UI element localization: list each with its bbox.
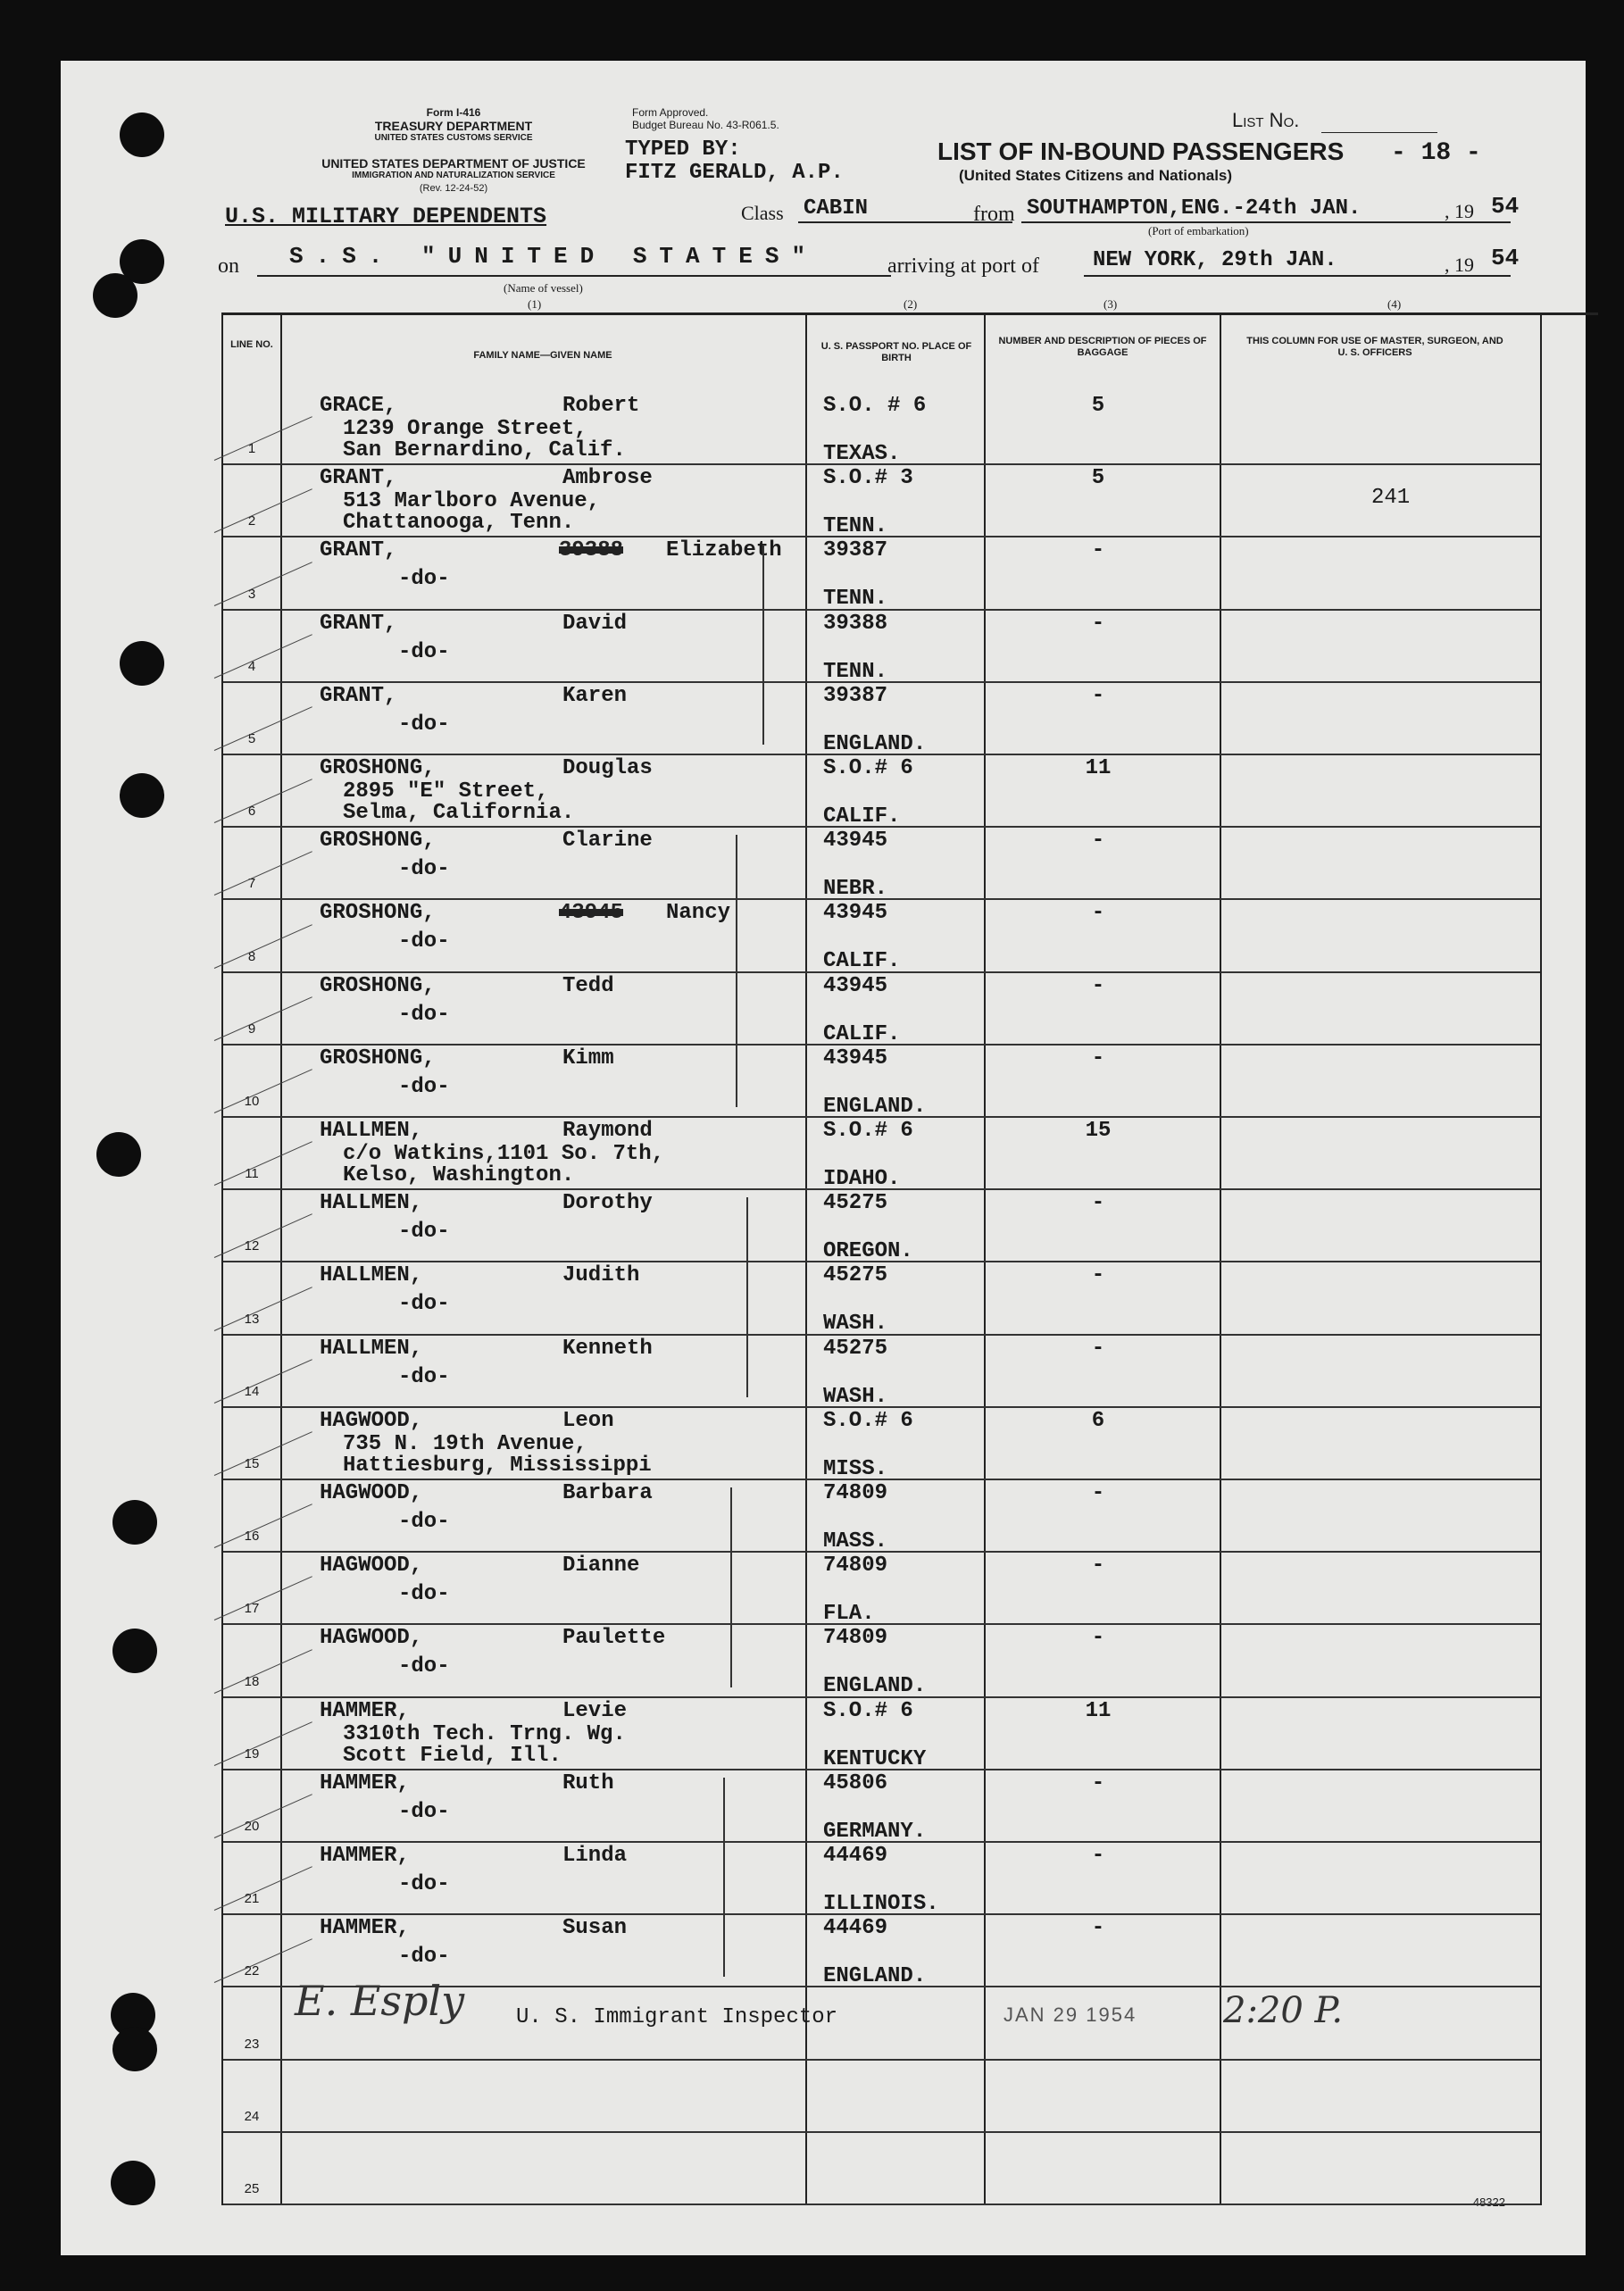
family-bracket bbox=[762, 545, 764, 745]
family-name: GRANT, bbox=[320, 466, 397, 491]
baggage-count: 5 bbox=[1091, 466, 1105, 491]
line-number: 15 bbox=[244, 1455, 260, 1471]
date-stamp: JAN 29 1954 bbox=[1004, 2004, 1137, 2026]
given-name: Susan bbox=[562, 1916, 628, 1941]
place-of-birth: MISS. bbox=[823, 1456, 888, 1481]
baggage-count: - bbox=[1091, 1554, 1105, 1579]
passport-number: S.O.# 6 bbox=[823, 1119, 913, 1143]
ditto-mark: -do- bbox=[398, 1292, 450, 1317]
place-of-birth: ENGLAND. bbox=[823, 731, 927, 756]
struck-out-number: 43945 bbox=[559, 901, 624, 926]
given-name: Karen bbox=[562, 683, 628, 708]
address-line: Scott Field, Ill. bbox=[343, 1743, 562, 1768]
line-number: 7 bbox=[247, 876, 256, 892]
officer-note: 241 bbox=[1371, 486, 1411, 511]
passport-number: 45275 bbox=[823, 1336, 888, 1361]
passport-number: 39387 bbox=[823, 538, 888, 563]
family-name: HAGWOOD, bbox=[320, 1481, 423, 1505]
given-name: Ambrose bbox=[562, 466, 653, 491]
baggage-count: - bbox=[1091, 901, 1105, 926]
family-name: HAGWOOD, bbox=[320, 1554, 423, 1579]
ditto-mark: -do- bbox=[398, 929, 450, 954]
budget-bureau: Budget Bureau No. 43-R061.5. bbox=[632, 119, 779, 131]
family-name: HAMMER, bbox=[320, 1844, 410, 1868]
given-name: Robert bbox=[562, 394, 640, 418]
col-marker-1: (1) bbox=[528, 297, 542, 311]
line-number: 2 bbox=[247, 513, 256, 529]
given-name: Barbara bbox=[562, 1481, 653, 1505]
place-of-birth: NEBR. bbox=[823, 877, 888, 902]
ditto-mark: -do- bbox=[398, 1002, 450, 1027]
address-line: Selma, California. bbox=[343, 801, 575, 825]
line-number: 1 bbox=[247, 441, 256, 457]
baggage-count: - bbox=[1091, 973, 1105, 998]
passport-number: 74809 bbox=[823, 1554, 888, 1579]
ditto-mark: -do- bbox=[398, 1074, 450, 1099]
from-year-prefix: , 19 bbox=[1445, 200, 1474, 222]
family-name: GROSHONG, bbox=[320, 1046, 436, 1071]
given-name: Ruth bbox=[562, 1770, 614, 1795]
class-label: Class bbox=[741, 202, 784, 224]
given-name: Raymond bbox=[562, 1119, 653, 1143]
embarkation-port: SOUTHAMPTON,ENG.-24th JAN. bbox=[1027, 196, 1362, 221]
address-line: 2895 "E" Street, bbox=[343, 779, 549, 804]
justice-dept: UNITED STATES DEPARTMENT OF JUSTICE bbox=[321, 156, 586, 171]
baggage-count: - bbox=[1091, 1626, 1105, 1651]
line-number: 9 bbox=[247, 1021, 256, 1037]
address-line: Kelso, Washington. bbox=[343, 1163, 575, 1187]
address-line: 3310th Tech. Trng. Wg. bbox=[343, 1721, 626, 1746]
line-number: 25 bbox=[244, 2180, 260, 2196]
punch-hole bbox=[120, 641, 164, 686]
place-of-birth: WASH. bbox=[823, 1312, 888, 1337]
punch-hole bbox=[120, 773, 164, 818]
punch-hole bbox=[96, 1132, 141, 1177]
family-bracket bbox=[723, 1778, 725, 1978]
from-year: 54 bbox=[1491, 193, 1520, 220]
line-number: 22 bbox=[244, 1963, 260, 1979]
line-number: 18 bbox=[244, 1673, 260, 1689]
passport-number: 43945 bbox=[823, 973, 888, 998]
place-of-birth: TENN. bbox=[823, 514, 888, 539]
passport-number: 74809 bbox=[823, 1626, 888, 1651]
ditto-mark: -do- bbox=[398, 1510, 450, 1534]
place-of-birth: KENTUCKY bbox=[823, 1746, 927, 1771]
line-number: 11 bbox=[245, 1166, 259, 1182]
passport-number: 44469 bbox=[823, 1916, 888, 1941]
passport-number: 39388 bbox=[823, 611, 888, 636]
line-number: 5 bbox=[247, 730, 256, 746]
treasury-dept: TREASURY DEPARTMENT bbox=[374, 119, 533, 133]
given-name: Dorothy bbox=[562, 1191, 653, 1216]
table-row bbox=[223, 1551, 1540, 1627]
passport-number: 43945 bbox=[823, 901, 888, 926]
table-row bbox=[223, 1188, 1540, 1264]
given-name: Paulette bbox=[562, 1626, 666, 1651]
passport-number: 39387 bbox=[823, 683, 888, 708]
table-row bbox=[223, 1913, 1540, 1989]
table-row bbox=[223, 609, 1540, 684]
table-row bbox=[223, 1261, 1540, 1337]
passport-number: S.O.# 6 bbox=[823, 1698, 913, 1723]
baggage-count: - bbox=[1091, 1263, 1105, 1288]
list-subtitle: (United States Citizens and Nationals) bbox=[959, 167, 1233, 184]
arriving-label: arriving at port of bbox=[887, 254, 1039, 278]
table-row bbox=[223, 754, 1540, 829]
address-line: Chattanooga, Tenn. bbox=[343, 511, 575, 536]
given-name: Kimm bbox=[562, 1046, 614, 1071]
vessel-caption: (Name of vessel) bbox=[504, 281, 583, 295]
place-of-birth: ENGLAND. bbox=[823, 1674, 927, 1699]
table-row bbox=[223, 1479, 1540, 1554]
table-row bbox=[223, 971, 1540, 1044]
given-name: Judith bbox=[562, 1263, 640, 1288]
line-number: 21 bbox=[244, 1891, 260, 1907]
place-of-birth: WASH. bbox=[823, 1384, 888, 1409]
family-name: HALLMEN, bbox=[320, 1191, 423, 1216]
baggage-count: - bbox=[1091, 1916, 1105, 1941]
family-name: GRANT, bbox=[320, 538, 397, 563]
passport-number: 45275 bbox=[823, 1263, 888, 1288]
baggage-count: 11 bbox=[1085, 756, 1112, 780]
ditto-mark: -do- bbox=[398, 1872, 450, 1896]
baggage-count: - bbox=[1091, 1191, 1105, 1216]
time-note: 2:20 P. bbox=[1223, 1990, 1344, 2031]
table-row bbox=[223, 536, 1540, 612]
typed-by-label: TYPED BY: bbox=[625, 137, 741, 162]
family-name: GRANT, bbox=[320, 611, 397, 636]
passport-number: S.O.# 6 bbox=[823, 756, 913, 780]
address-line: 735 N. 19th Avenue, bbox=[343, 1431, 587, 1456]
place-of-birth: FLA. bbox=[823, 1602, 875, 1627]
on-label: on bbox=[218, 254, 239, 278]
baggage-count: - bbox=[1091, 1046, 1105, 1071]
ditto-mark: -do- bbox=[398, 1582, 450, 1607]
place-of-birth: CALIF. bbox=[823, 1021, 901, 1046]
family-name: GRACE, bbox=[320, 394, 397, 418]
passport-number: 45806 bbox=[823, 1770, 888, 1795]
line-number: 20 bbox=[244, 1818, 260, 1834]
family-name: GROSHONG, bbox=[320, 973, 436, 998]
family-bracket bbox=[746, 1197, 748, 1397]
place-of-birth: TEXAS. bbox=[823, 442, 901, 466]
place-of-birth: ENGLAND. bbox=[823, 1964, 927, 1989]
line-number: 19 bbox=[244, 1745, 260, 1762]
ditto-mark: -do- bbox=[398, 1799, 450, 1824]
col-header-baggage: NUMBER AND DESCRIPTION OF PIECES OF BAGGAGE bbox=[998, 336, 1207, 358]
family-name: HAMMER, bbox=[320, 1698, 410, 1723]
table-row bbox=[223, 1334, 1540, 1409]
table-row bbox=[223, 1769, 1540, 1844]
table-row bbox=[223, 391, 1540, 466]
line-number: 14 bbox=[244, 1383, 260, 1399]
baggage-count: - bbox=[1091, 538, 1105, 563]
passport-number: 45275 bbox=[823, 1191, 888, 1216]
given-name: Nancy bbox=[666, 901, 731, 926]
punch-hole bbox=[111, 2161, 155, 2205]
table-row bbox=[223, 1841, 1540, 1916]
passport-number: S.O.# 3 bbox=[823, 466, 913, 491]
table-row bbox=[223, 463, 1540, 539]
table-row bbox=[223, 1406, 1540, 1479]
place-of-birth: TENN. bbox=[823, 587, 888, 612]
list-no-label: List No. bbox=[1232, 109, 1300, 131]
ins-service: IMMIGRATION AND NATURALIZATION SERVICE bbox=[352, 171, 555, 180]
line-number: 24 bbox=[244, 2108, 260, 2124]
ditto-mark: -do- bbox=[398, 1945, 450, 1970]
line-number: 12 bbox=[244, 1238, 260, 1254]
given-name: Kenneth bbox=[562, 1336, 653, 1361]
address-line: 1239 Orange Street, bbox=[343, 417, 587, 441]
line-number: 10 bbox=[244, 1093, 260, 1109]
line-number: 8 bbox=[247, 948, 256, 964]
family-name: GRANT, bbox=[320, 683, 397, 708]
line-number: 4 bbox=[247, 658, 256, 674]
baggage-count: 6 bbox=[1091, 1408, 1105, 1433]
from-label: from bbox=[973, 203, 1015, 226]
place-of-birth: ENGLAND. bbox=[823, 1094, 927, 1119]
port-caption: (Port of embarkation) bbox=[1148, 224, 1249, 237]
table-body bbox=[223, 391, 1540, 2204]
family-bracket bbox=[730, 1487, 732, 1687]
col-marker-3: (3) bbox=[1103, 297, 1118, 311]
line-number: 13 bbox=[244, 1311, 260, 1327]
punch-hole bbox=[112, 2027, 157, 2071]
place-of-birth: IDAHO. bbox=[823, 1167, 901, 1191]
given-name: David bbox=[562, 611, 628, 636]
arrival-year-prefix: , 19 bbox=[1445, 254, 1474, 276]
ditto-mark: -do- bbox=[398, 567, 450, 592]
given-name: Tedd bbox=[562, 973, 614, 998]
given-name: Dianne bbox=[562, 1554, 640, 1579]
line-number: 3 bbox=[247, 586, 256, 602]
place-of-birth: MASS. bbox=[823, 1529, 888, 1554]
list-number: - 18 - bbox=[1391, 139, 1481, 167]
baggage-count: - bbox=[1091, 1481, 1105, 1505]
vessel-name: S.S. "UNITED STATES" bbox=[289, 243, 819, 270]
given-name: Leon bbox=[562, 1408, 614, 1433]
arrival-port: NEW YORK, 29th JAN. bbox=[1093, 248, 1337, 272]
list-title: LIST OF IN-BOUND PASSENGERS bbox=[937, 137, 1345, 165]
family-name: HALLMEN, bbox=[320, 1263, 423, 1288]
place-of-birth: GERMANY. bbox=[823, 1819, 927, 1844]
baggage-count: - bbox=[1091, 829, 1105, 854]
passenger-table bbox=[221, 312, 1542, 2205]
table-row bbox=[223, 1116, 1540, 1191]
table-row bbox=[223, 826, 1540, 902]
arrival-year: 54 bbox=[1491, 245, 1520, 271]
col-marker-2: (2) bbox=[904, 297, 918, 311]
address-line: c/o Watkins,1101 So. 7th, bbox=[343, 1142, 665, 1166]
baggage-count: 15 bbox=[1085, 1119, 1112, 1143]
punch-hole bbox=[112, 1629, 157, 1673]
table-row bbox=[223, 1623, 1540, 1699]
line-number: 17 bbox=[244, 1601, 260, 1617]
family-name: HAMMER, bbox=[320, 1770, 410, 1795]
given-name: Douglas bbox=[562, 756, 653, 780]
punch-hole bbox=[120, 112, 164, 157]
family-name: HALLMEN, bbox=[320, 1336, 423, 1361]
baggage-count: - bbox=[1091, 611, 1105, 636]
inspector-signature: E. Esply bbox=[295, 1977, 465, 2025]
table-row bbox=[223, 2059, 1540, 2131]
place-of-birth: CALIF. bbox=[823, 804, 901, 829]
customs-service: UNITED STATES CUSTOMS SERVICE bbox=[374, 133, 533, 143]
address-line: 513 Marlboro Avenue, bbox=[343, 489, 601, 514]
col-header-passport: U. S. PASSPORT NO. PLACE OF BIRTH bbox=[820, 341, 972, 363]
punch-hole bbox=[112, 1500, 157, 1545]
punch-hole bbox=[93, 273, 137, 318]
baggage-count: - bbox=[1091, 683, 1105, 708]
line-number: 16 bbox=[244, 1529, 260, 1545]
class-value: CABIN bbox=[804, 196, 869, 221]
form-number: Form I-416 bbox=[426, 106, 481, 119]
col-marker-4: (4) bbox=[1387, 297, 1402, 311]
place-of-birth: CALIF. bbox=[823, 949, 901, 974]
address-line: Hattiesburg, Mississippi bbox=[343, 1453, 652, 1478]
col-header-officers: THIS COLUMN FOR USE OF MASTER, SURGEON, AND U. S. OFFICERS bbox=[1246, 336, 1503, 358]
passport-number: S.O. # 6 bbox=[823, 394, 927, 418]
table-row bbox=[223, 898, 1540, 974]
baggage-count: - bbox=[1091, 1770, 1105, 1795]
baggage-count: - bbox=[1091, 1844, 1105, 1868]
family-bracket bbox=[736, 835, 737, 1107]
ditto-mark: -do- bbox=[398, 639, 450, 664]
table-row bbox=[223, 2131, 1540, 2204]
table-row bbox=[223, 1696, 1540, 1769]
line-number: 23 bbox=[244, 2036, 260, 2052]
passport-number: 43945 bbox=[823, 1046, 888, 1071]
passport-number: 74809 bbox=[823, 1481, 888, 1505]
address-line: San Bernardino, Calif. bbox=[343, 438, 626, 462]
family-name: GROSHONG, bbox=[320, 901, 436, 926]
passport-number: 44469 bbox=[823, 1844, 888, 1868]
ditto-mark: -do- bbox=[398, 1654, 450, 1679]
struck-out-number: 39388 bbox=[559, 538, 624, 563]
col-header-name: FAMILY NAME—GIVEN NAME bbox=[473, 350, 612, 361]
typed-by-name: FITZ GERALD, A.P. bbox=[625, 161, 844, 185]
baggage-count: 5 bbox=[1091, 394, 1105, 418]
family-name: HAGWOOD, bbox=[320, 1408, 423, 1433]
table-row bbox=[223, 681, 1540, 754]
footer-number: 48322 bbox=[1472, 2195, 1505, 2209]
family-name: HALLMEN, bbox=[320, 1119, 423, 1143]
family-name: HAGWOOD, bbox=[320, 1626, 423, 1651]
form-revision: (Rev. 12-24-52) bbox=[419, 183, 488, 194]
passport-number: S.O.# 6 bbox=[823, 1408, 913, 1433]
family-name: GROSHONG, bbox=[320, 829, 436, 854]
form-approved: Form Approved. bbox=[632, 106, 709, 119]
ditto-mark: -do- bbox=[398, 857, 450, 882]
family-name: HAMMER, bbox=[320, 1916, 410, 1941]
table-row bbox=[223, 1044, 1540, 1119]
given-name: Elizabeth bbox=[666, 538, 782, 563]
given-name: Clarine bbox=[562, 829, 653, 854]
line-number: 6 bbox=[247, 804, 256, 820]
given-name: Levie bbox=[562, 1698, 628, 1723]
baggage-count: - bbox=[1091, 1336, 1105, 1361]
family-name: GROSHONG, bbox=[320, 756, 436, 780]
ditto-mark: -do- bbox=[398, 1364, 450, 1389]
baggage-count: 11 bbox=[1085, 1698, 1112, 1723]
inspector-title: U. S. Immigrant Inspector bbox=[516, 2005, 838, 2029]
group-designation: U.S. MILITARY DEPENDENTS bbox=[225, 204, 547, 229]
place-of-birth: ILLINOIS. bbox=[823, 1892, 939, 1916]
passport-number: 43945 bbox=[823, 829, 888, 854]
col-header-line: LINE NO. bbox=[230, 339, 273, 350]
ditto-mark: -do- bbox=[398, 1220, 450, 1245]
place-of-birth: TENN. bbox=[823, 659, 888, 684]
place-of-birth: OREGON. bbox=[823, 1239, 913, 1264]
given-name: Linda bbox=[562, 1844, 628, 1868]
ditto-mark: -do- bbox=[398, 712, 450, 737]
